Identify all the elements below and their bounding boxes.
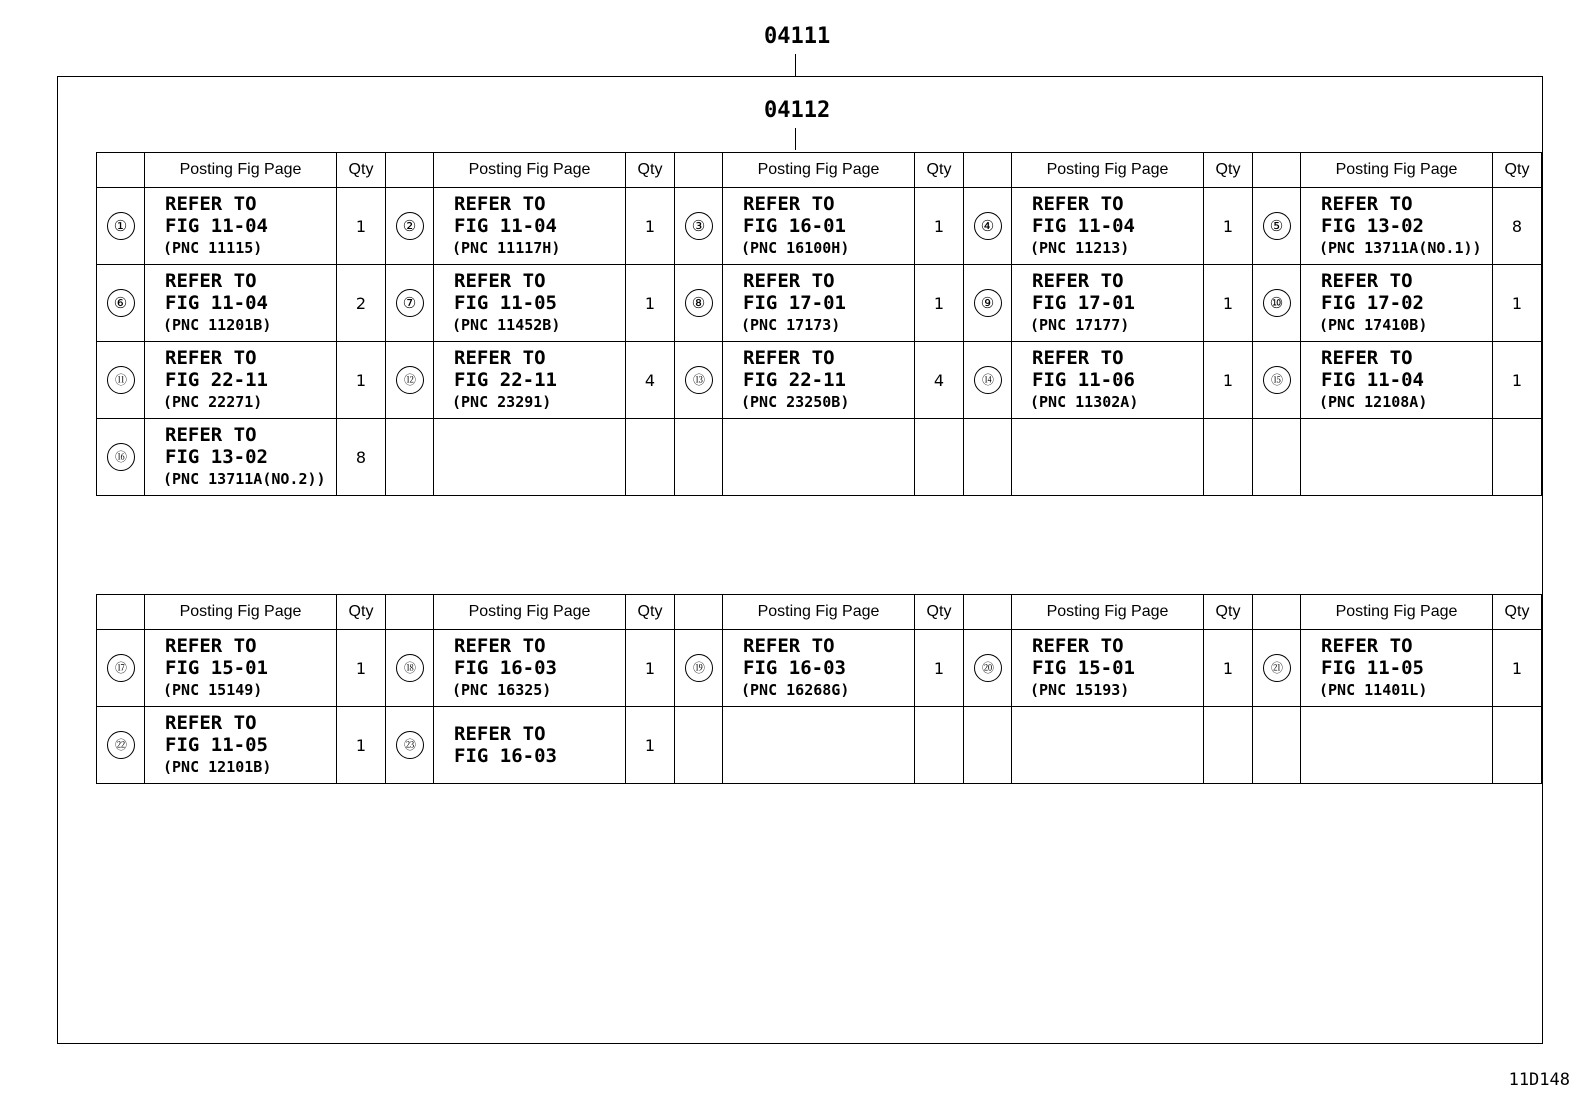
refer-to-text: REFER TO	[454, 193, 546, 215]
fig-reference: FIG 15-01	[1032, 657, 1135, 679]
item-number-cell	[386, 188, 434, 265]
qty-cell: 1	[337, 707, 386, 784]
header-posting-fig-page: Posting Fig Page	[434, 595, 626, 630]
refer-to-text: REFER TO	[454, 635, 546, 657]
header-qty: Qty	[1204, 153, 1253, 188]
figure-code: 11D148	[1508, 1070, 1570, 1090]
pnc-reference: (PNC 11213)	[1030, 239, 1130, 257]
item-number-cell	[964, 630, 1012, 707]
refer-to-text: REFER TO	[165, 424, 257, 446]
posting-fig-page-cell	[434, 265, 626, 342]
qty-cell: 8	[1493, 188, 1542, 265]
header-posting-fig-page: Posting Fig Page	[434, 153, 626, 188]
pnc-reference: (PNC 11115)	[163, 239, 263, 257]
fig-reference: FIG 11-04	[454, 215, 557, 237]
pnc-reference: (PNC 13711A(NO.1))	[1319, 239, 1482, 257]
pnc-reference: (PNC 11201B)	[163, 316, 272, 334]
item-number-badge: ②	[396, 212, 424, 240]
pnc-reference: (PNC 22271)	[163, 393, 263, 411]
header-item-number	[97, 153, 145, 188]
table-row	[97, 342, 1542, 419]
item-number-cell	[97, 188, 145, 265]
pnc-reference: (PNC 17173)	[741, 316, 841, 334]
header-item-number	[386, 595, 434, 630]
posting-fig-page-cell	[723, 342, 915, 419]
qty-cell: 8	[337, 419, 386, 496]
qty-cell: 1	[626, 630, 675, 707]
posting-fig-page-cell	[145, 188, 337, 265]
qty-cell: 1	[1204, 188, 1253, 265]
refer-to-text: REFER TO	[454, 347, 546, 369]
header-item-number	[97, 595, 145, 630]
fig-reference: FIG 22-11	[454, 369, 557, 391]
item-number-cell	[97, 630, 145, 707]
item-number-cell	[1253, 342, 1301, 419]
assembly-number-inner: 04112	[764, 98, 831, 123]
item-number-badge: ㉓	[396, 731, 424, 759]
fig-reference: FIG 11-04	[1032, 215, 1135, 237]
item-number-cell	[1253, 188, 1301, 265]
qty-cell: 1	[337, 188, 386, 265]
item-number-cell	[97, 265, 145, 342]
posting-fig-page-cell	[1012, 342, 1204, 419]
posting-fig-page-cell	[1012, 188, 1204, 265]
qty-cell: 1	[915, 188, 964, 265]
item-number-cell	[386, 342, 434, 419]
qty-cell: 1	[1493, 265, 1542, 342]
item-number-cell	[964, 707, 1012, 784]
item-number-cell	[97, 342, 145, 419]
refer-to-text: REFER TO	[165, 193, 257, 215]
pnc-reference: (PNC 15149)	[163, 681, 263, 699]
posting-fig-page-cell	[1012, 630, 1204, 707]
header-qty: Qty	[1493, 153, 1542, 188]
header-item-number	[675, 153, 723, 188]
posting-fig-page-cell	[1012, 707, 1204, 784]
pnc-reference: (PNC 16268G)	[741, 681, 850, 699]
pnc-reference: (PNC 16100H)	[741, 239, 850, 257]
fig-reference: FIG 22-11	[743, 369, 846, 391]
item-number-badge: ⑪	[107, 366, 135, 394]
pnc-reference: (PNC 11117H)	[452, 239, 561, 257]
posting-fig-page-cell	[1301, 630, 1493, 707]
fig-reference: FIG 16-03	[743, 657, 846, 679]
header-qty: Qty	[626, 595, 675, 630]
refer-to-text: REFER TO	[1032, 193, 1124, 215]
refer-to-text: REFER TO	[1032, 635, 1124, 657]
refer-to-text: REFER TO	[165, 635, 257, 657]
item-number-cell	[964, 419, 1012, 496]
qty-cell	[1493, 707, 1542, 784]
header-qty: Qty	[626, 153, 675, 188]
header-qty: Qty	[337, 153, 386, 188]
header-qty: Qty	[915, 595, 964, 630]
header-qty: Qty	[1493, 595, 1542, 630]
table-row	[97, 419, 1542, 496]
item-number-cell	[97, 707, 145, 784]
item-number-badge: ⑤	[1263, 212, 1291, 240]
fig-reference: FIG 11-05	[165, 734, 268, 756]
header-posting-fig-page: Posting Fig Page	[145, 153, 337, 188]
item-number-cell	[675, 630, 723, 707]
pnc-reference: (PNC 23291)	[452, 393, 552, 411]
item-number-badge: ⑬	[685, 366, 713, 394]
posting-fig-page-cell	[145, 265, 337, 342]
fig-reference: FIG 22-11	[165, 369, 268, 391]
pnc-reference: (PNC 11302A)	[1030, 393, 1139, 411]
leader-line-outer	[795, 54, 796, 76]
table-header-row	[97, 153, 1542, 188]
parts-reference-table-2	[96, 594, 1542, 784]
item-number-cell	[675, 419, 723, 496]
item-number-cell	[386, 419, 434, 496]
qty-cell	[915, 419, 964, 496]
item-number-cell	[675, 342, 723, 419]
header-item-number	[964, 153, 1012, 188]
item-number-badge: ⑦	[396, 289, 424, 317]
fig-reference: FIG 11-04	[165, 292, 268, 314]
posting-fig-page-cell	[1301, 265, 1493, 342]
item-number-badge: ⑩	[1263, 289, 1291, 317]
header-posting-fig-page: Posting Fig Page	[1012, 153, 1204, 188]
posting-fig-page-cell	[723, 188, 915, 265]
header-qty: Qty	[1204, 595, 1253, 630]
item-number-badge: ⑰	[107, 654, 135, 682]
qty-cell: 1	[915, 265, 964, 342]
item-number-badge: ⑥	[107, 289, 135, 317]
pnc-reference: (PNC 17410B)	[1319, 316, 1428, 334]
fig-reference: FIG 16-03	[454, 745, 557, 767]
posting-fig-page-cell	[723, 419, 915, 496]
item-number-badge: ⑳	[974, 654, 1002, 682]
qty-cell	[1204, 419, 1253, 496]
posting-fig-page-cell	[145, 342, 337, 419]
qty-cell	[1493, 419, 1542, 496]
item-number-badge: ⑮	[1263, 366, 1291, 394]
table-row	[97, 707, 1542, 784]
item-number-cell	[1253, 630, 1301, 707]
table-row	[97, 188, 1542, 265]
item-number-badge: ④	[974, 212, 1002, 240]
pnc-reference: (PNC 12108A)	[1319, 393, 1428, 411]
item-number-cell	[386, 265, 434, 342]
fig-reference: FIG 17-01	[1032, 292, 1135, 314]
fig-reference: FIG 11-04	[165, 215, 268, 237]
qty-cell: 1	[1204, 630, 1253, 707]
qty-cell	[626, 419, 675, 496]
qty-cell: 1	[337, 342, 386, 419]
fig-reference: FIG 16-01	[743, 215, 846, 237]
item-number-badge: ⑱	[396, 654, 424, 682]
refer-to-text: REFER TO	[165, 712, 257, 734]
item-number-cell	[1253, 419, 1301, 496]
header-qty: Qty	[337, 595, 386, 630]
header-posting-fig-page: Posting Fig Page	[1301, 153, 1493, 188]
posting-fig-page-cell	[723, 265, 915, 342]
parts-reference-table-1	[96, 152, 1542, 496]
header-qty: Qty	[915, 153, 964, 188]
refer-to-text: REFER TO	[743, 347, 835, 369]
item-number-cell	[964, 342, 1012, 419]
posting-fig-page-cell	[1012, 265, 1204, 342]
qty-cell: 1	[337, 630, 386, 707]
qty-cell: 1	[626, 188, 675, 265]
fig-reference: FIG 16-03	[454, 657, 557, 679]
item-number-badge: ⑨	[974, 289, 1002, 317]
refer-to-text: REFER TO	[454, 723, 546, 745]
posting-fig-page-cell	[145, 419, 337, 496]
pnc-reference: (PNC 13711A(NO.2))	[163, 470, 326, 488]
pnc-reference: (PNC 11401L)	[1319, 681, 1428, 699]
qty-cell: 1	[915, 630, 964, 707]
qty-cell: 1	[1493, 342, 1542, 419]
posting-fig-page-cell	[723, 630, 915, 707]
header-posting-fig-page: Posting Fig Page	[1301, 595, 1493, 630]
refer-to-text: REFER TO	[165, 270, 257, 292]
header-item-number	[1253, 153, 1301, 188]
header-item-number	[675, 595, 723, 630]
posting-fig-page-cell	[434, 630, 626, 707]
header-posting-fig-page: Posting Fig Page	[1012, 595, 1204, 630]
posting-fig-page-cell	[1301, 419, 1493, 496]
qty-cell: 4	[626, 342, 675, 419]
posting-fig-page-cell	[1301, 707, 1493, 784]
posting-fig-page-cell	[1012, 419, 1204, 496]
refer-to-text: REFER TO	[165, 347, 257, 369]
item-number-badge: ⑯	[107, 443, 135, 471]
item-number-badge: ⑧	[685, 289, 713, 317]
header-item-number	[964, 595, 1012, 630]
header-posting-fig-page: Posting Fig Page	[723, 153, 915, 188]
qty-cell: 1	[1204, 342, 1253, 419]
item-number-badge: ③	[685, 212, 713, 240]
fig-reference: FIG 11-05	[454, 292, 557, 314]
item-number-cell	[964, 265, 1012, 342]
pnc-reference: (PNC 23250B)	[741, 393, 850, 411]
pnc-reference: (PNC 17177)	[1030, 316, 1130, 334]
qty-cell: 1	[626, 707, 675, 784]
fig-reference: FIG 11-06	[1032, 369, 1135, 391]
qty-cell	[915, 707, 964, 784]
refer-to-text: REFER TO	[743, 193, 835, 215]
fig-reference: FIG 15-01	[165, 657, 268, 679]
posting-fig-page-cell	[434, 342, 626, 419]
item-number-badge: ①	[107, 212, 135, 240]
item-number-badge: ㉑	[1263, 654, 1291, 682]
fig-reference: FIG 11-05	[1321, 657, 1424, 679]
header-item-number	[386, 153, 434, 188]
refer-to-text: REFER TO	[1321, 635, 1413, 657]
fig-reference: FIG 13-02	[165, 446, 268, 468]
refer-to-text: REFER TO	[1032, 270, 1124, 292]
table-row	[97, 265, 1542, 342]
posting-fig-page-cell	[434, 419, 626, 496]
pnc-reference: (PNC 16325)	[452, 681, 552, 699]
qty-cell: 1	[1204, 265, 1253, 342]
refer-to-text: REFER TO	[1032, 347, 1124, 369]
item-number-cell	[675, 707, 723, 784]
item-number-badge: ⑭	[974, 366, 1002, 394]
fig-reference: FIG 17-02	[1321, 292, 1424, 314]
posting-fig-page-cell	[723, 707, 915, 784]
refer-to-text: REFER TO	[1321, 270, 1413, 292]
leader-line-inner	[795, 128, 796, 150]
posting-fig-page-cell	[434, 188, 626, 265]
fig-reference: FIG 11-04	[1321, 369, 1424, 391]
item-number-cell	[386, 707, 434, 784]
posting-fig-page-cell	[1301, 188, 1493, 265]
item-number-cell	[675, 188, 723, 265]
qty-cell: 1	[626, 265, 675, 342]
assembly-number-outer: 04111	[764, 24, 831, 49]
qty-cell: 2	[337, 265, 386, 342]
table-row	[97, 630, 1542, 707]
posting-fig-page-cell	[145, 707, 337, 784]
item-number-badge: ⑲	[685, 654, 713, 682]
posting-fig-page-cell	[1301, 342, 1493, 419]
item-number-cell	[1253, 265, 1301, 342]
fig-reference: FIG 17-01	[743, 292, 846, 314]
item-number-cell	[97, 419, 145, 496]
qty-cell: 1	[1493, 630, 1542, 707]
refer-to-text: REFER TO	[1321, 193, 1413, 215]
posting-fig-page-cell	[145, 630, 337, 707]
fig-reference: FIG 13-02	[1321, 215, 1424, 237]
item-number-cell	[675, 265, 723, 342]
pnc-reference: (PNC 12101B)	[163, 758, 272, 776]
header-posting-fig-page: Posting Fig Page	[723, 595, 915, 630]
posting-fig-page-cell	[434, 707, 626, 784]
item-number-cell	[1253, 707, 1301, 784]
refer-to-text: REFER TO	[454, 270, 546, 292]
header-posting-fig-page: Posting Fig Page	[145, 595, 337, 630]
item-number-badge: ⑫	[396, 366, 424, 394]
refer-to-text: REFER TO	[1321, 347, 1413, 369]
pnc-reference: (PNC 11452B)	[452, 316, 561, 334]
item-number-cell	[386, 630, 434, 707]
header-item-number	[1253, 595, 1301, 630]
qty-cell: 4	[915, 342, 964, 419]
item-number-badge: ㉒	[107, 731, 135, 759]
refer-to-text: REFER TO	[743, 635, 835, 657]
pnc-reference: (PNC 15193)	[1030, 681, 1130, 699]
item-number-cell	[964, 188, 1012, 265]
refer-to-text: REFER TO	[743, 270, 835, 292]
table-header-row	[97, 595, 1542, 630]
qty-cell	[1204, 707, 1253, 784]
